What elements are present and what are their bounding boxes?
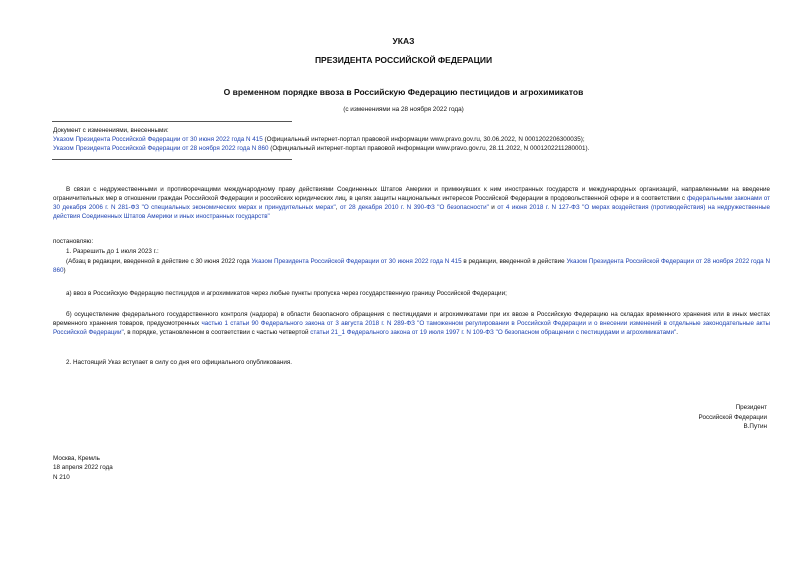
resolve-word: постановляю: xyxy=(53,238,94,245)
decree-issuer: ПРЕЗИДЕНТА РОССИЙСКОЙ ФЕДЕРАЦИИ xyxy=(314,55,493,65)
changes-block xyxy=(53,126,773,153)
amendment-link-860[interactable]: Указом Президента Российской Федерации от 28 ноября 2022 года N 860 xyxy=(53,145,269,153)
changes-intro: Документ с изменениями, внесенными: xyxy=(53,127,169,134)
item-b-text: б) осуществление федерального государственного контроля (надзора) в области безопасного обращения с пестицидами и агрохимикатами при их ввозе в Российскую Федерацию на складах временного хранения или в иных местах временного хранения товаров, предусмотренных xyxy=(53,311,770,328)
place-date-block xyxy=(53,454,113,482)
signature-block xyxy=(699,403,767,432)
note-text: в редакции, введенной в действие xyxy=(461,258,567,265)
preamble-text: и xyxy=(488,204,498,212)
law-link-289fz[interactable]: частью 1 статьи 90 Федерального закона от 3 августа 2018 г. N 289-ФЗ "О таможенном регулировании в Российской Федерации и о внесении изменений в отдельные законодательные акты Российской Федерации" xyxy=(53,320,770,337)
divider-top xyxy=(52,121,292,122)
decree-title: УКАЗ xyxy=(392,36,415,46)
date: 18 апреля 2022 года xyxy=(53,464,113,472)
law-link-281fz[interactable]: федеральными законами от 30 декабря 2006 г. N 281-ФЗ "О специальных экономических мерах и принудительных мерах" xyxy=(53,195,770,212)
note-text: ) xyxy=(63,267,66,275)
item-b xyxy=(53,310,770,337)
signatory-country: Российской Федерации xyxy=(698,413,767,421)
item-b-text: , в порядке, установленном в соответствии с частью четвертой xyxy=(123,329,311,337)
law-link-127fz[interactable]: от 4 июня 2018 г. N 127-ФЗ "О мерах воздействия (противодействия) на недружественные действия Соединенных Штатов Америки и иных иностранных государств" xyxy=(53,204,770,221)
preamble-text: В связи с недружественными и противоречащими международному праву действиями Соединенных Штатов Америки и примкнувших к ним иностранных государств и международных организаций, направленными на введение ограничительных мер в отношении граждан Российской Федерации и российских юридических лиц, в целях защиты национальных интересов Российской Федерации в продовольственной сфере и в соответствии с xyxy=(53,186,770,203)
place: Москва, Кремль xyxy=(53,455,100,462)
amendment-link-415[interactable]: Указом Президента Российской Федерации от 30 июня 2022 года N 415 xyxy=(53,136,263,144)
decree-heading: О временном порядке ввоза в Российскую Федерацию пестицидов и агрохимикатов xyxy=(223,87,584,97)
law-link-109fz[interactable]: статьи 21_1 Федерального закона от 19 июля 1997 г. N 109-ФЗ "О безопасном обращении с пестицидами и агрохимикатами" xyxy=(310,329,677,337)
amendment-source: (Официальный интернет-портал правовой информации www.pravo.gov.ru, 30.06.2022, N 0001202206300035); xyxy=(262,136,585,144)
preamble-text: , xyxy=(335,204,340,212)
changes-item xyxy=(53,135,773,144)
divider-bottom xyxy=(52,159,292,160)
law-link-390fz[interactable]: от 28 декабря 2010 г. N 390-ФЗ "О безопасности" xyxy=(339,204,489,212)
item-b-text: . xyxy=(676,329,678,337)
signatory-name: В.Путин xyxy=(743,423,767,430)
amendment-source: (Официальный интернет-портал правовой информации www.pravo.gov.ru, 28.11.2022, N 0001202211280001). xyxy=(268,145,590,153)
item-1-edition-note xyxy=(53,257,770,275)
note-text: (Абзац в редакции, введенной в действие с 30 июня 2022 года xyxy=(66,258,252,265)
preamble-paragraph xyxy=(53,185,770,221)
decree-number: N 210 xyxy=(53,473,70,481)
item-1: 1. Разрешить до 1 июля 2023 г.: xyxy=(66,248,159,255)
changes-item xyxy=(53,144,773,153)
signatory-title: Президент xyxy=(735,404,767,411)
amendment-link-415[interactable]: Указом Президента Российской Федерации от 30 июня 2022 года N 415 xyxy=(251,258,462,265)
item-2: 2. Настоящий Указ вступает в силу со дня его официального опубликования. xyxy=(66,359,293,366)
changes-note: (с изменениями на 28 ноября 2022 года) xyxy=(343,106,464,113)
item-a: а) ввоз в Российскую Федерацию пестицидов и агрохимикатов через любые пункты пропуска через государственную границу Российской Федерации; xyxy=(66,290,507,297)
amendment-link-860[interactable]: Указом Президента Российской Федерации от 28 ноября 2022 года N 860 xyxy=(53,258,771,275)
